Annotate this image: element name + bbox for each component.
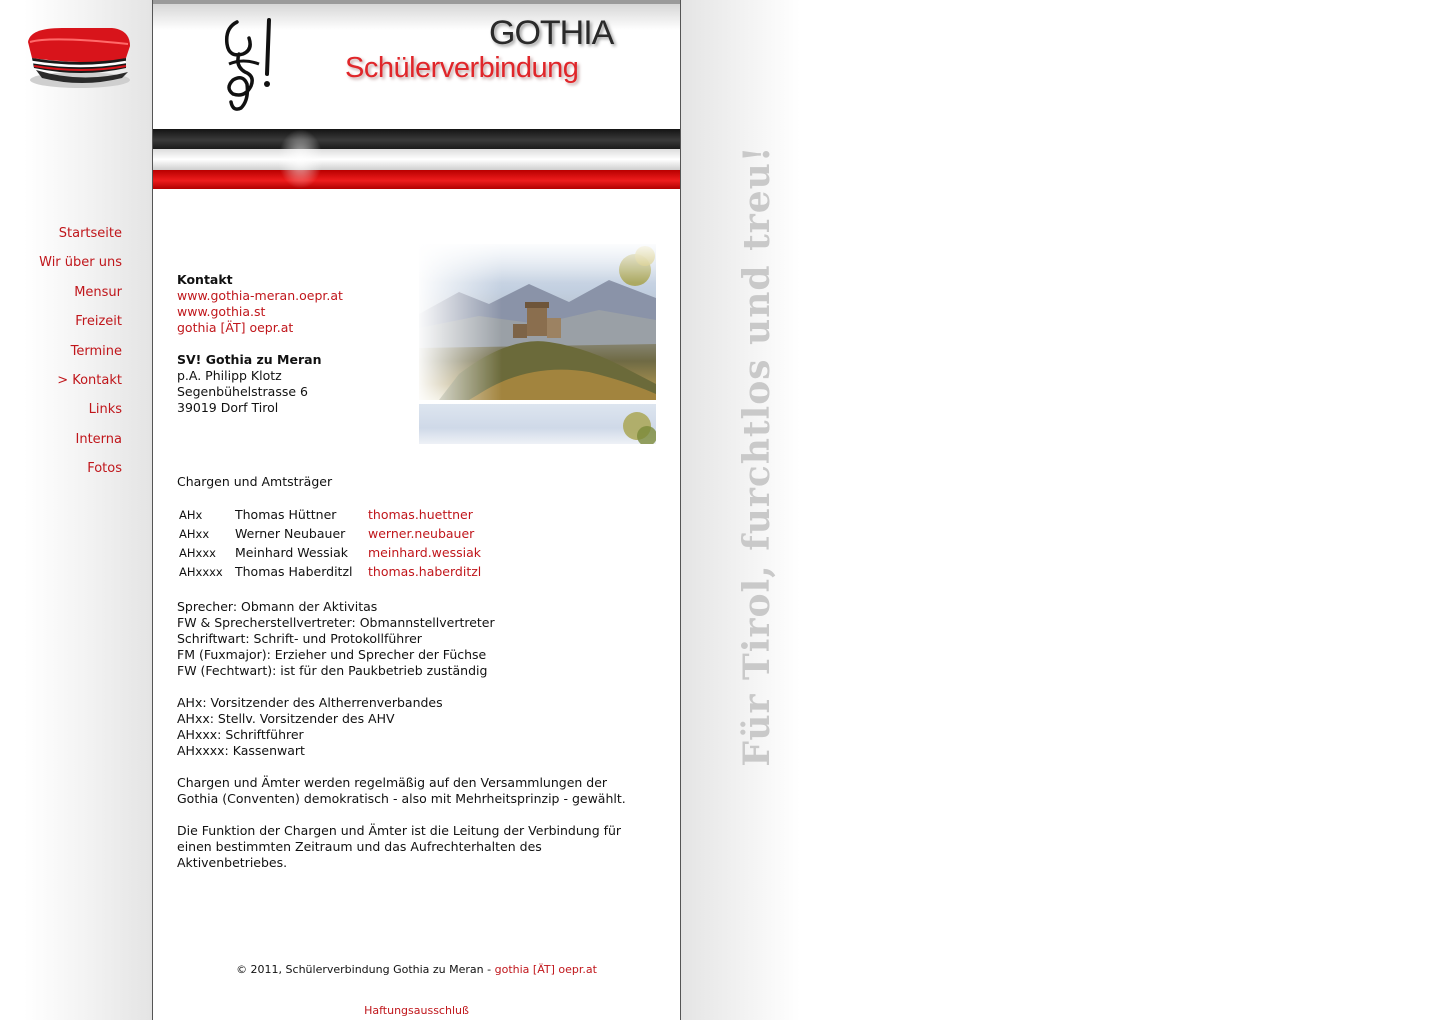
left-sidebar-background bbox=[24, 0, 152, 1020]
officer-title: AHx bbox=[179, 507, 203, 522]
main-navigation bbox=[24, 226, 122, 491]
function-paragraph-line: Die Funktion der Chargen und Ämter ist die Leitung der Verbindung für bbox=[177, 823, 622, 838]
gothia-monogram-logo bbox=[215, 14, 279, 112]
table-row bbox=[177, 562, 483, 581]
address-line: 39019 Dorf Tirol bbox=[177, 400, 279, 415]
organization-name: SV! Gothia zu Meran bbox=[177, 352, 322, 367]
motto-vertical-text: Für Tirol, furchtlos und treu! bbox=[736, 145, 778, 767]
castle-landscape-photo bbox=[419, 244, 656, 400]
officer-name: Werner Neubauer bbox=[235, 526, 346, 541]
contact-link-website-oepr[interactable]: www.gothia-meran.oepr.at bbox=[177, 288, 343, 303]
footer-legal bbox=[153, 1004, 680, 1017]
election-paragraph-line: Gothia (Conventen) demokratisch - also mit Mehrheitsprinzip - gewählt. bbox=[177, 791, 626, 806]
address-line: Segenbühelstrasse 6 bbox=[177, 384, 308, 399]
role-description: FW & Sprecherstellvertreter: Obmannstellvertreter bbox=[177, 615, 495, 630]
function-paragraph-line: Aktivenbetriebes. bbox=[177, 855, 288, 870]
ah-role-description: AHxxx: Schriftführer bbox=[177, 727, 304, 742]
student-cap-logo bbox=[22, 22, 134, 90]
officer-email-link[interactable]: thomas.huettner bbox=[368, 507, 473, 522]
role-description: FM (Fuxmajor): Erzieher und Sprecher der Füchse bbox=[177, 647, 487, 662]
main-content bbox=[152, 0, 681, 1020]
header-flag-banner bbox=[153, 129, 680, 189]
flag-band-red bbox=[153, 170, 680, 189]
flag-band-white bbox=[153, 149, 680, 170]
nav-item-freizeit[interactable]: Freizeit bbox=[75, 314, 122, 330]
officers-table bbox=[177, 505, 483, 581]
copyright-text: © 2011, Schülerverbindung Gothia zu Meran - bbox=[236, 963, 495, 976]
officer-title: AHxxxx bbox=[179, 564, 223, 579]
contact-heading: Kontakt bbox=[177, 272, 233, 287]
function-paragraph-line: einen bestimmten Zeitraum und das Aufrechterhalten des bbox=[177, 839, 542, 854]
election-paragraph-line: Chargen und Ämter werden regelmäßig auf den Versammlungen der bbox=[177, 775, 608, 790]
nav-item-links[interactable]: Links bbox=[88, 402, 122, 418]
footer-email-link[interactable]: gothia [ÄT] oepr.at bbox=[494, 963, 597, 976]
officer-name: Thomas Hüttner bbox=[235, 507, 337, 522]
officer-title: AHxx bbox=[179, 526, 210, 541]
role-description: Schriftwart: Schrift- und Protokollführer bbox=[177, 631, 422, 646]
officer-title: AHxxx bbox=[179, 545, 216, 560]
nav-item-termine[interactable]: Termine bbox=[70, 343, 122, 359]
officer-name: Thomas Haberditzl bbox=[235, 564, 353, 579]
flag-light-flare bbox=[278, 129, 323, 189]
flag-band-black bbox=[153, 129, 680, 149]
officers-heading: Chargen und Amtsträger bbox=[177, 474, 333, 489]
ah-role-description: AHxx: Stellv. Vorsitzender des AHV bbox=[177, 711, 395, 726]
address-line: p.A. Philipp Klotz bbox=[177, 368, 282, 383]
nav-item-interna[interactable]: Interna bbox=[75, 431, 122, 447]
role-description: Sprecher: Obmann der Aktivitas bbox=[177, 599, 378, 614]
contact-link-email[interactable]: gothia [ÄT] oepr.at bbox=[177, 320, 294, 335]
ah-role-description: AHx: Vorsitzender des Altherrenverbandes bbox=[177, 695, 443, 710]
officer-email-link[interactable]: thomas.haberditzl bbox=[368, 564, 482, 579]
nav-item-startseite[interactable]: Startseite bbox=[58, 226, 122, 241]
brand-title: GOTHIA bbox=[489, 14, 614, 52]
officer-name: Meinhard Wessiak bbox=[235, 545, 348, 560]
contact-link-website-gothia-st[interactable]: www.gothia.st bbox=[177, 304, 266, 319]
disclaimer-link[interactable]: Haftungsausschluß bbox=[364, 1004, 469, 1017]
table-row bbox=[177, 505, 483, 524]
landscape-photo-strip bbox=[419, 404, 656, 444]
ah-role-description: AHxxxx: Kassenwart bbox=[177, 743, 305, 758]
nav-item-mensur[interactable]: Mensur bbox=[74, 284, 122, 300]
castle-landscape-illustration bbox=[419, 244, 656, 400]
brand-subtitle: Schülerverbindung bbox=[345, 52, 579, 84]
role-description: FW (Fechtwart): ist für den Paukbetrieb zuständig bbox=[177, 663, 488, 678]
officer-email-link[interactable]: werner.neubauer bbox=[368, 526, 475, 541]
officer-email-link[interactable]: meinhard.wessiak bbox=[368, 545, 481, 560]
nav-item-fotos[interactable]: Fotos bbox=[87, 461, 122, 477]
nav-item-wir-ueber-uns[interactable]: Wir über uns bbox=[39, 255, 122, 271]
table-row bbox=[177, 543, 483, 562]
table-row bbox=[177, 524, 483, 543]
landscape-strip-illustration bbox=[419, 404, 656, 444]
nav-item-kontakt[interactable]: > Kontakt bbox=[57, 372, 122, 388]
footer-copyright bbox=[153, 963, 680, 976]
